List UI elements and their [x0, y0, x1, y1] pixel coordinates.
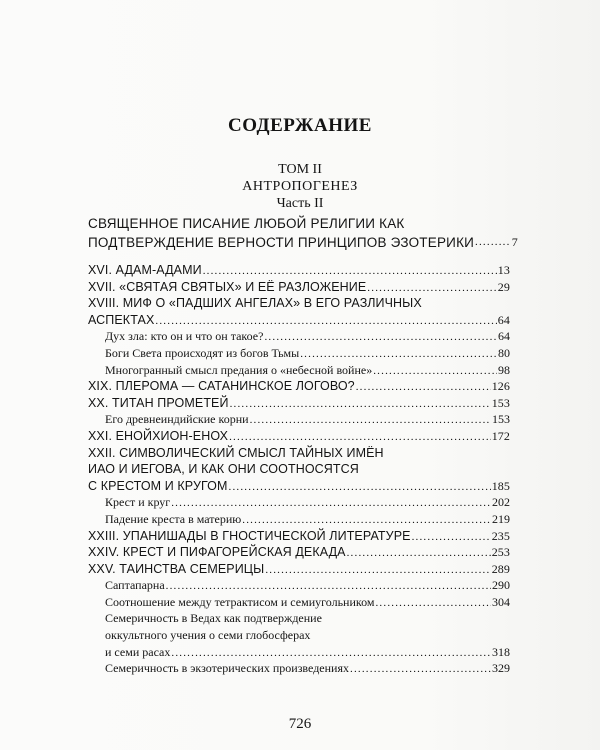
toc-entry-page: 235	[491, 528, 510, 543]
toc-entry	[88, 561, 510, 578]
toc-entry-page: 80	[498, 345, 510, 360]
toc-entry-title: ИАО И ИЕГОВА, И КАК ОНИ СООТНОСЯТСЯ	[88, 462, 359, 477]
toc-entry	[88, 295, 510, 312]
toc-entry-title: АСПЕКТАХ	[88, 312, 155, 327]
toc-entry	[88, 594, 510, 611]
toc-entry	[88, 511, 510, 528]
toc-entry-title: XVI. АДАМ-АДАМИ	[88, 263, 202, 277]
leader-dots	[171, 495, 491, 512]
toc-entry-page: 64	[497, 312, 510, 327]
toc-entry	[88, 445, 510, 462]
leader-dots	[300, 346, 497, 363]
toc-entry-page: 64	[498, 329, 510, 344]
leader-dots	[375, 595, 491, 612]
toc-entry-title: Крест и круг	[105, 495, 171, 510]
leader-dots	[347, 545, 491, 562]
part-label: Часть II	[276, 196, 324, 211]
toc-entry-title: Семеричность в Ведах как подтверждение	[105, 611, 322, 626]
toc-entry-page: 304	[492, 594, 510, 609]
toc-entry	[88, 362, 510, 379]
toc-entry-title: Дух зла: кто он и что он такое?	[105, 329, 264, 344]
toc-entry-title: Боги Света происходят из богов Тьмы	[105, 345, 300, 360]
toc-entry	[88, 411, 510, 428]
toc-entry	[88, 660, 510, 677]
toc-entry	[88, 461, 510, 478]
toc-entry-page: 98	[498, 362, 510, 377]
toc-entry-page: 29	[497, 279, 510, 294]
toc-entry	[88, 312, 510, 329]
intro-text-2: ПОДТВЕРЖДЕНИЕ ВЕРНОСТИ ПРИНЦИПОВ ЭЗОТЕРИКИ	[88, 235, 475, 250]
toc-entry-title: XVIII. МИФ О «ПАДШИХ АНГЕЛАХ» В ЕГО РАЗЛИЧНЫХ	[88, 296, 422, 311]
toc-entry	[88, 262, 510, 279]
intro-text-1: СВЯЩЕННОЕ ПИСАНИЕ ЛЮБОЙ РЕЛИГИИ КАК	[88, 216, 405, 231]
toc-entry-title: и семи расах	[105, 644, 171, 659]
toc-entry-title: Саптапарна	[105, 578, 165, 593]
volume-subtitle: АНТРОПОГЕНЕЗ	[242, 179, 358, 194]
leader-dots	[367, 280, 497, 297]
leader-dots	[229, 429, 491, 446]
toc-entry	[88, 328, 510, 345]
toc-entry-title: Падение креста в материю	[105, 511, 242, 526]
toc-entry-page: 202	[492, 495, 510, 510]
toc-entry-page: 318	[492, 644, 510, 659]
toc-entry	[88, 395, 510, 412]
toc-entry-page: 126	[491, 379, 510, 394]
leader-dots	[229, 479, 491, 496]
toc-entry-title: XVII. «СВЯТАЯ СВЯТЫХ» И ЕЁ РАЗЛОЖЕНИЕ	[88, 279, 367, 294]
leader-dots	[230, 396, 491, 413]
toc-entry	[88, 345, 510, 362]
leader-dots	[166, 578, 491, 595]
leader-dots	[373, 363, 497, 380]
toc-entry-title: XX. ТИТАН ПРОМЕТЕЙ	[88, 395, 229, 410]
leader-dots	[155, 313, 496, 330]
page-number: 726	[288, 716, 312, 732]
volume-label: ТОМ II	[278, 162, 322, 177]
leader-dots	[264, 329, 497, 346]
toc-entry-page: 13	[497, 263, 510, 277]
leader-dots	[171, 645, 491, 662]
toc-entry	[88, 528, 510, 545]
toc-entry	[88, 279, 510, 296]
toc-entry-title: Соотношение между тетрактисом и семиугольником	[105, 594, 375, 609]
toc-entry-title: Его древнеиндийские корни	[105, 412, 249, 427]
leader-dots	[356, 379, 491, 396]
toc-entry-title: Семеричность в экзотерических произведениях	[105, 661, 349, 676]
leader-dots	[203, 263, 497, 280]
toc-entry-page: 185	[491, 478, 510, 493]
page-title: СОДЕРЖАНИЕ	[228, 115, 372, 136]
toc-entry-page: 253	[491, 545, 510, 560]
toc-entry-title: С КРЕСТОМ И КРУГОМ	[88, 478, 228, 493]
intro-line-2	[88, 233, 518, 252]
toc-entry	[88, 544, 510, 561]
leader-dots	[475, 233, 511, 252]
toc-entry	[88, 378, 510, 395]
toc-entry	[88, 494, 510, 511]
toc-entry-page: 219	[492, 511, 510, 526]
toc-entry-title: XIX. ПЛЕРОМА — САТАНИНСКОЕ ЛОГОВО?	[88, 379, 355, 394]
toc-entry-page: 289	[491, 561, 510, 576]
toc-entry-title: XXI. ЕНОЙХИОН-ЕНОХ	[88, 428, 229, 443]
toc-entry-page: 153	[491, 395, 510, 410]
table-of-contents	[88, 262, 510, 677]
toc-entry	[88, 610, 510, 627]
toc-entry	[88, 478, 510, 495]
intro-line-1	[88, 214, 518, 233]
toc-entry-page: 329	[492, 661, 510, 676]
intro-entry	[88, 214, 518, 252]
toc-entry-title: XXIV. КРЕСТ И ПИФАГОРЕЙСКАЯ ДЕКАДА	[88, 545, 346, 560]
leader-dots	[250, 412, 491, 429]
toc-entry-title: XXII. СИМВОЛИЧЕСКИЙ СМЫСЛ ТАЙНЫХ ИМЁН	[88, 445, 384, 460]
toc-entry	[88, 627, 510, 644]
toc-entry	[88, 644, 510, 661]
toc-entry-title: Многогранный смысл предания о «небесной войне»	[105, 362, 373, 377]
toc-entry	[88, 428, 510, 445]
leader-dots	[350, 661, 491, 678]
leader-dots	[242, 512, 491, 529]
intro-page: 7	[511, 235, 518, 249]
toc-entry-page: 153	[492, 412, 510, 427]
toc-entry-title: оккультного учения о семи глобосферах	[105, 628, 311, 643]
toc-entry-page: 290	[492, 578, 510, 593]
leader-dots	[412, 529, 491, 546]
toc-entry-title: XXIII. УПАНИШАДЫ В ГНОСТИЧЕСКОЙ ЛИТЕРАТУРЕ	[88, 528, 411, 543]
toc-entry-title: XXV. ТАИНСТВА СЕМЕРИЦЫ	[88, 561, 265, 576]
toc-entry-page: 172	[491, 428, 510, 443]
toc-entry	[88, 577, 510, 594]
leader-dots	[265, 562, 490, 579]
